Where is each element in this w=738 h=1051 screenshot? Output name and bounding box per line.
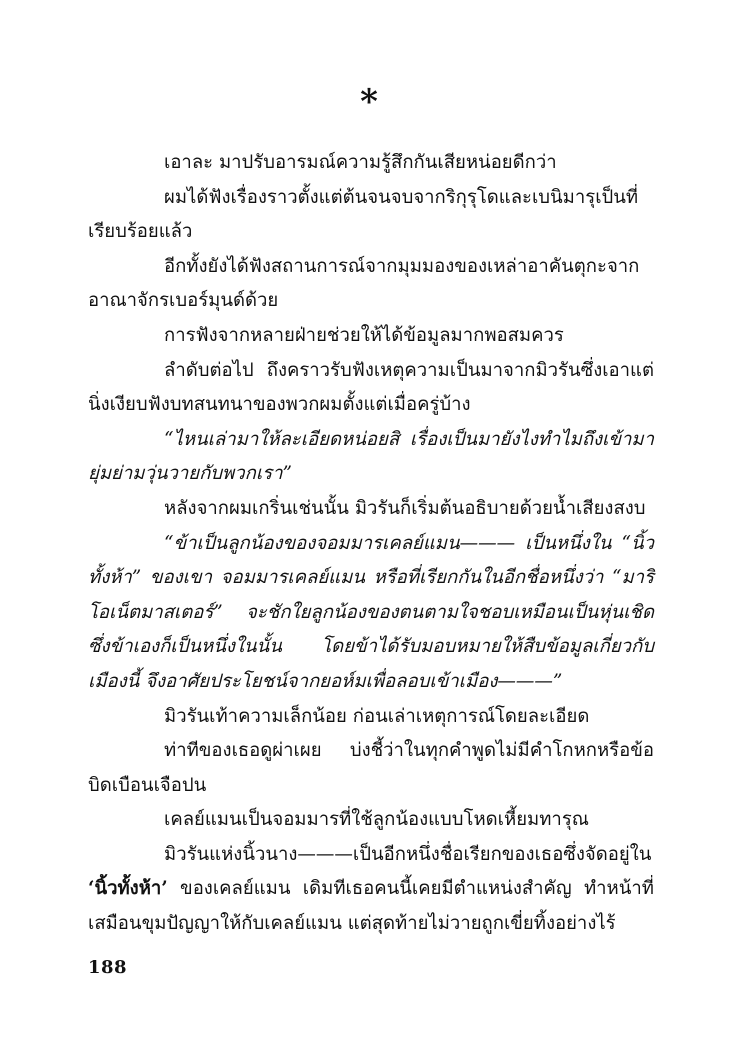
paragraph: เคลย์แมนเป็นจอมมารที่ใช้ลูกน้องแบบโหดเหี้ยมทารุณ [164, 809, 589, 831]
paragraph: เอาละ มาปรับอารมณ์ความรู้สึกกันเสียหน่อยดีกว่า [164, 152, 557, 173]
paragraph: อีกทั้งยังได้ฟังสถานการณ์จากมุมมองของเหล่าอาคันตุกะจากอาณาจักรเบอร์มุนด์ด้วย [88, 255, 640, 312]
paragraph: หลังจากผมเกริ่นเช่นนั้น มิวรันก็เริ่มต้นอธิบายด้วยน้ำเสียงสงบ [164, 497, 646, 519]
paragraph [88, 838, 654, 942]
section-separator: * [360, 82, 378, 122]
body-text [88, 146, 654, 942]
page-number: 188 [88, 957, 128, 978]
bold-term: ‘นิ้วทั้งห้า’ [88, 878, 168, 900]
paragraph: ผมได้ฟังเรื่องราวตั้งแต่ต้นจนจบจากริกุรุโดและเบนิมารุเป็นที่เรียบร้อยแล้ว [88, 186, 639, 243]
paragraph: การฟังจากหลายฝ่ายช่วยให้ได้ข้อมูลมากพอสมควร [164, 324, 564, 346]
dialogue-paragraph: “ข้าเป็นลูกน้องของจอมมารเคลย์แมน——— เป็นหนึ่งใน “นิ้วทั้งห้า” ของเขา จอมมารเคลย์แมน หรือที่เรียกกันในอีกชื่อหนึ่งว่า “มาริโอเน็ตมาสเตอร์” จะชักใยลูกน้องของตนตามใจชอบเหมือนเป็นหุ่นเชิด ซึ่งข้าเองก็เป็นหนึ่งในนั้น โดยข้าได้รับมอบหมายให้สืบข้อมูลเกี่ยวกับเมืองนี้ จึงอาศัยประโยชน์จากยอห์มเพื่อลอบเข้าเมือง———” [88, 532, 654, 692]
dialogue-paragraph: “ไหนเล่ามาให้ละเอียดหน่อยสิ เรื่องเป็นมายังไงทำไมถึงเข้ามายุ่มย่ามวุ่นวายกับพวกเรา” [88, 428, 654, 485]
paragraph: ท่าทีของเธอดูผ่าเผย บ่งชี้ว่าในทุกคำพูดไม่มีคำโกหกหรือข้อบิดเบือนเจือปน [88, 740, 654, 796]
paragraph: ลำดับต่อไป ถึงคราวรับฟังเหตุความเป็นมาจากมิวรันซึ่งเอาแต่นิ่งเงียบฟังบทสนทนาของพวกผมตั้งแต่เมื่อครู่บ้าง [88, 359, 654, 416]
paragraph-text: ของเคลย์แมน เดิมทีเธอคนนี้เคยมีตำแหน่งสำคัญ ทำหน้าที่เสมือนขุมปัญญาให้กับเคลย์แมน แต่สุดท้ายไม่วายถูกเขี่ยทิ้งอย่างไร้ [88, 878, 654, 935]
paragraph: มิวรันเท้าความเล็กน้อย ก่อนเล่าเหตุการณ์โดยละเอียด [164, 705, 590, 727]
paragraph-text: มิวรันแห่งนิ้วนาง———เป็นอีกหนึ่งชื่อเรียกของเธอซึ่งจัดอยู่ใน [164, 843, 652, 865]
